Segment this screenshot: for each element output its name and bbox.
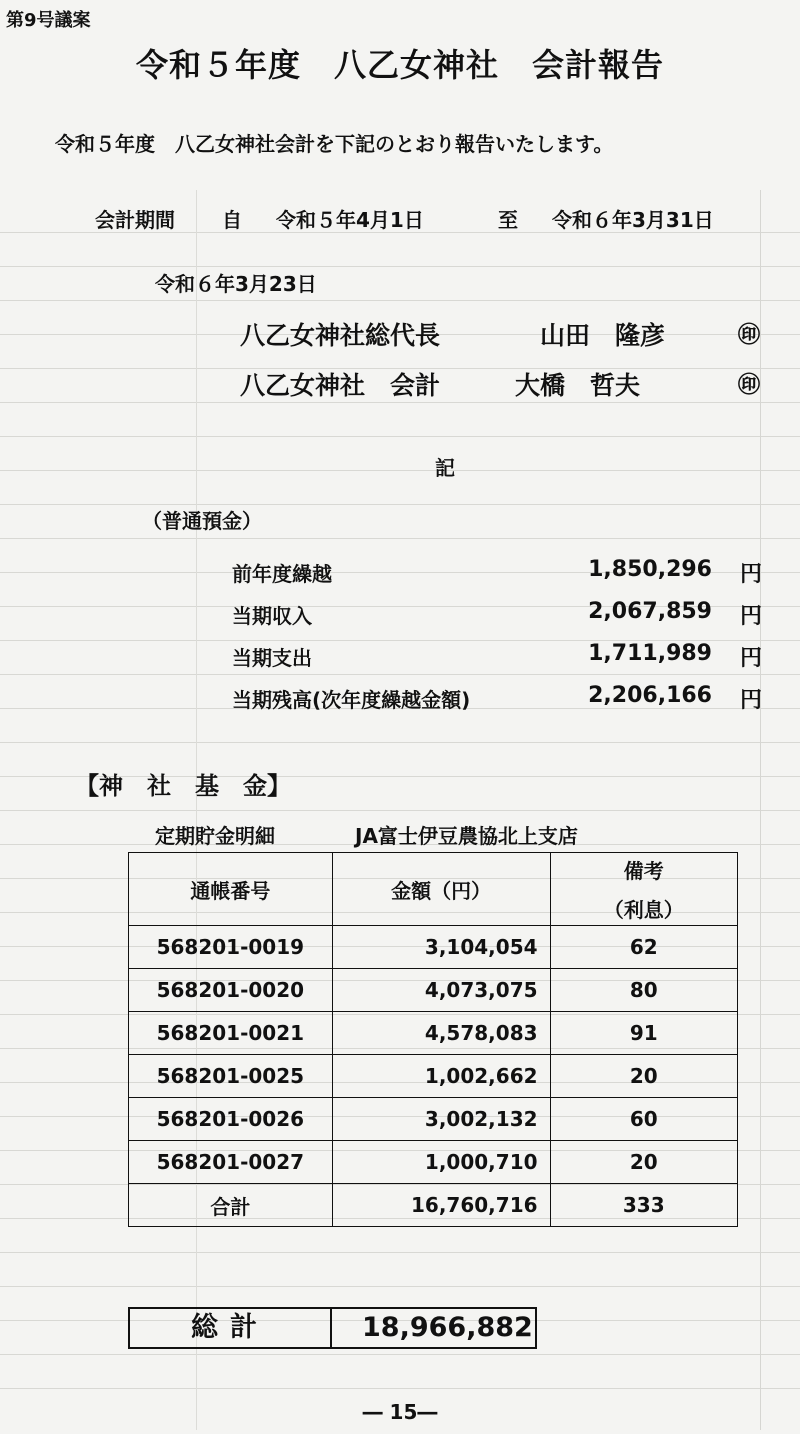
deposit-label: 当期残高(次年度繰越金額) [232,688,471,712]
intro-text: 令和５年度 八乙女神社会計を下記のとおり報告いたします。 [55,132,614,156]
deposit-amount: 1,711,989 [588,641,712,666]
period-from-label: 自 [222,208,242,232]
table-row [129,1098,738,1141]
page-title: 令和５年度 八乙女神社 会計報告 [135,46,664,84]
table-row [129,1055,738,1098]
account-number: 568201-0026 [129,1098,333,1141]
interest: 20 [550,1141,737,1184]
ki-heading: 記 [435,456,455,480]
account-number: 568201-0020 [129,969,333,1012]
interest: 62 [550,926,737,969]
deposit-label: 当期収入 [232,604,312,628]
table-row [129,926,738,969]
signatory-role: 八乙女神社 会計 [240,371,441,400]
deposit-label: 前年度繰越 [232,562,332,586]
page-number: ― 15― [362,1400,438,1424]
deposit-amount: 1,002,662 [332,1055,550,1098]
table-total-row [129,1184,738,1227]
table-header-row [129,853,738,926]
grand-total-label: 総計 [130,1309,332,1347]
table-row [129,1141,738,1184]
account-number: 568201-0019 [129,926,333,969]
interest: 20 [550,1055,737,1098]
total-label: 合計 [129,1184,333,1227]
seal-stamp: ㊞ [738,373,761,398]
fund-subheading: 定期貯金明細 [155,824,275,848]
ordinary-deposit-heading: （普通預金） [142,509,262,533]
seal-stamp: ㊞ [738,323,761,348]
fixed-deposit-table [128,852,738,1227]
signatory-role: 八乙女神社総代長 [240,321,441,350]
interest: 91 [550,1012,737,1055]
period-to: 令和６年3月31日 [552,208,714,232]
period-from: 令和５年4月1日 [276,208,424,232]
deposit-unit: 円 [740,562,763,587]
signatory-name: 山田 隆彦 [540,321,666,350]
deposit-amount: 4,073,075 [332,969,550,1012]
column-header-remarks [550,853,737,926]
deposit-amount: 4,578,083 [332,1012,550,1055]
deposit-amount: 3,104,054 [332,926,550,969]
report-date: 令和６年3月23日 [155,272,317,296]
deposit-amount: 1,850,296 [588,557,712,582]
period-label: 会計期間 [95,208,175,232]
deposit-unit: 円 [740,688,763,713]
table-row [129,1012,738,1055]
deposit-amount: 1,000,710 [332,1141,550,1184]
interest: 80 [550,969,737,1012]
signatory-name: 大橋 哲夫 [515,371,641,400]
account-number: 568201-0021 [129,1012,333,1055]
grand-total-amount: 18,966,882 [362,1312,533,1343]
item-label: 第9号議案 [6,10,91,31]
deposit-amount: 2,067,859 [588,599,712,624]
interest: 60 [550,1098,737,1141]
bank-name: JA富士伊豆農協北上支店 [355,824,578,848]
interest-label: （利息） [603,898,684,922]
column-header-account: 通帳番号 [129,853,333,926]
grand-total-box [128,1307,537,1349]
period-to-label: 至 [498,208,518,232]
account-number: 568201-0025 [129,1055,333,1098]
total-amount: 16,760,716 [332,1184,550,1227]
shrine-fund-heading: 【神 社 基 金】 [75,772,291,800]
table-row [129,969,738,1012]
deposit-amount: 3,002,132 [332,1098,550,1141]
column-header-amount: 金額（円） [332,853,550,926]
deposit-unit: 円 [740,604,763,629]
account-number: 568201-0027 [129,1141,333,1184]
deposit-unit: 円 [740,646,763,671]
total-interest: 333 [550,1184,737,1227]
deposit-amount: 2,206,166 [588,683,712,708]
deposit-label: 当期支出 [232,646,312,670]
remarks-label: 備考 [623,859,664,883]
